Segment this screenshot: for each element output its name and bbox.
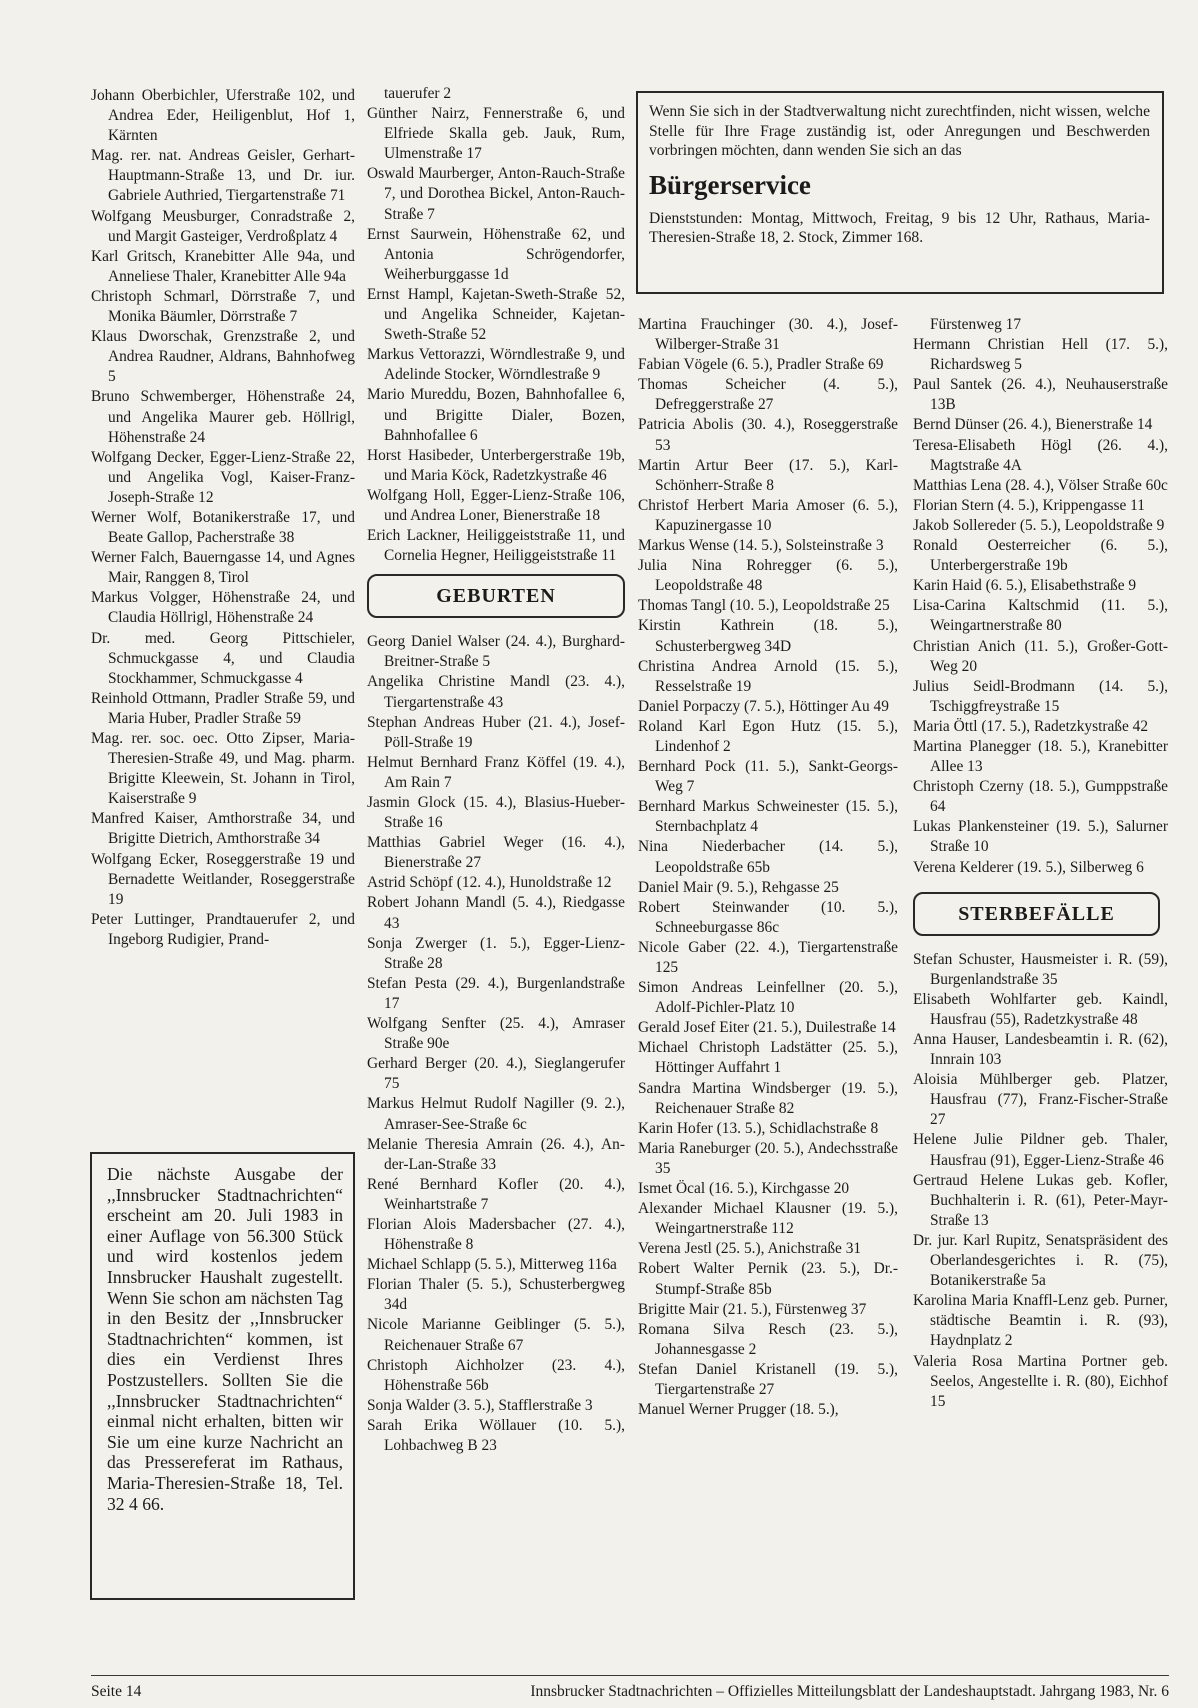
- continuation-line: Fürstenweg 17: [930, 316, 1022, 333]
- marriage-entry: Johann Oberbichler, Uferstraße 102, und Andrea Eder, Heiligenblut, Hof 1, Kärnten: [91, 87, 355, 145]
- marriage-entry: Christoph Schmarl, Dörrstraße 7, und Monika Bäumler, Dörrstraße 7: [91, 287, 355, 326]
- birth-entry: Ronald Oesterreicher (6. 5.), Unterbergerstraße 19b: [913, 537, 1168, 575]
- birth-entry: Manuel Werner Prugger (18. 5.),: [638, 1401, 839, 1419]
- birth-entry: Wolfgang Senfter (25. 4.), Amraser Straße 90e: [367, 1015, 625, 1053]
- death-entry: Gertraud Helene Lukas geb. Kofler, Buchhalterin i. R. (61), Peter-Mayr-Straße 13: [913, 1171, 1168, 1229]
- birth-entry: Robert Walter Pernik (23. 5.), Dr.-Stumpf-Straße 85b: [638, 1260, 898, 1298]
- birth-entry: Sandra Martina Windsberger (19. 5.), Reichenauer Straße 82: [638, 1079, 898, 1117]
- birth-entry: Karin Hofer (13. 5.), Schidlachstraße 8: [638, 1119, 879, 1137]
- birth-entry: Robert Johann Mandl (5. 4.), Riedgasse 43: [367, 894, 625, 932]
- birth-entry: Alexander Michael Klausner (19. 5.), Weingartnerstraße 112: [638, 1200, 898, 1238]
- birth-entry: Michael Schlapp (5. 5.), Mitterweg 116a: [367, 1256, 617, 1274]
- marriage-entry: Ernst Hampl, Kajetan-Sweth-Straße 52, und Angelika Schneider, Kajetan-Sweth-Straße 52: [367, 285, 625, 344]
- birth-entry: Lisa-Carina Kaltschmid (11. 5.), Weingartnerstraße 80: [913, 597, 1168, 635]
- birth-entry: Verena Kelderer (19. 5.), Silberweg 6: [913, 858, 1144, 876]
- birth-entry: Fabian Vögele (6. 5.), Pradler Straße 69: [638, 356, 884, 374]
- birth-entry: Jasmin Glock (15. 4.), Blasius-Hueber-Straße 16: [367, 794, 625, 832]
- marriage-entry: Reinhold Ottmann, Pradler Straße 59, und Maria Huber, Pradler Straße 59: [91, 689, 355, 727]
- birth-entry: Nicole Gaber (22. 4.), Tiergartenstraße 125: [638, 938, 898, 976]
- birth-entry: Patricia Abolis (30. 4.), Roseggerstraße 53: [638, 416, 898, 454]
- continuation-line: tauerufer 2: [384, 85, 452, 102]
- birth-entry: Maria Öttl (17. 5.), Radetzkystraße 42: [913, 717, 1149, 735]
- birth-entry: Robert Steinwander (10. 5.), Schneeburgasse 86c: [638, 898, 898, 936]
- birth-entry: Markus Helmut Rudolf Nagiller (9. 2.), Amraser-See-Straße 6c: [367, 1095, 625, 1133]
- birth-entry: Nina Niederbacher (14. 5.), Leopoldstraße 65b: [638, 838, 898, 876]
- deaths-list: [913, 950, 1168, 1412]
- marriage-entry: Ernst Saurwein, Höhenstraße 62, und Antonia Schrögendorfer, Weiherburggasse 1d: [367, 225, 625, 283]
- birth-entry: Martina Frauchinger (30. 4.), Josef-Wilberger-Straße 31: [638, 316, 898, 354]
- death-entry: Valeria Rosa Martina Portner geb. Seelos, Angestellte i. R. (80), Eichhof 15: [913, 1352, 1168, 1410]
- birth-entry: Gerhard Berger (20. 4.), Sieglangerufer 75: [367, 1055, 625, 1093]
- publication-line: Innsbrucker Stadtnachrichten – Offizielles Mitteilungsblatt der Landeshauptstadt. Jahrgang 1983, Nr. 6: [530, 1683, 1169, 1700]
- birth-entry: Helmut Bernhard Franz Köffel (19. 4.), Am Rain 7: [367, 753, 625, 791]
- birth-entry: Matthias Lena (28. 4.), Völser Straße 60c: [913, 476, 1168, 494]
- birth-entry: Daniel Mair (9. 5.), Rehgasse 25: [638, 878, 839, 896]
- birth-entry: Melanie Theresia Amrain (26. 4.), An-der-Lan-Straße 33: [367, 1135, 625, 1173]
- birth-entry: Paul Santek (26. 4.), Neuhauserstraße 13B: [913, 376, 1168, 414]
- marriage-entry: Mag. rer. nat. Andreas Geisler, Gerhart-Hauptmann-Straße 13, und Dr. iur. Gabriele Authried, Tiergartenstraße 71: [91, 147, 355, 205]
- birth-entry: Simon Andreas Leinfellner (20. 5.), Adolf-Pichler-Platz 10: [638, 979, 898, 1017]
- buergerservice-title: Bürgerservice: [649, 169, 811, 200]
- marriage-entry: Wolfgang Meusburger, Conradstraße 2, und Margit Gasteiger, Verdroßplatz 4: [91, 207, 355, 245]
- birth-entry: Florian Thaler (5. 5.), Schusterbergweg 34d: [367, 1276, 625, 1314]
- birth-entry: Christoph Aichholzer (23. 4.), Höhenstraße 56b: [367, 1356, 625, 1394]
- birth-entry: Sarah Erika Wöllauer (10. 5.), Lohbachweg B 23: [367, 1416, 625, 1454]
- birth-entry: René Bernhard Kofler (20. 4.), Weinhartstraße 7: [367, 1175, 625, 1213]
- marriage-entry: Klaus Dworschak, Grenzstraße 2, und Andrea Raudner, Aldrans, Bahnhofweg 5: [91, 328, 355, 386]
- birth-entry: Markus Wense (14. 5.), Solsteinstraße 3: [638, 537, 884, 555]
- birth-entry: Hermann Christian Hell (17. 5.), Richardsweg 5: [913, 336, 1168, 374]
- buergerservice-lead: Wenn Sie sich in der Stadtverwaltung nicht zurechtfinden, nicht wissen, welche Stelle für Ihre Frage zuständig ist, oder Anregungen und Beschwerden vorbringen möchten, dann wenden Sie sich an das: [649, 103, 1150, 159]
- death-entry: Dr. jur. Karl Rupitz, Senatspräsident des Oberlandesgerichtes i. R. (75), Botanikerstraße 5a: [913, 1231, 1168, 1290]
- marriage-entry: Bruno Schwemberger, Höhenstraße 24, und Angelika Maurer geb. Höllrigl, Höhenstraße 24: [91, 388, 355, 446]
- marriage-entry: Oswald Maurberger, Anton-Rauch-Straße 7, und Dorothea Bickel, Anton-Rauch-Straße 7: [367, 165, 625, 223]
- marriage-entry: Mag. rer. soc. oec. Otto Zipser, Maria-Theresien-Straße 49, und Mag. pharm. Brigitte Kleewein, St. Johann in Tirol, Kaiserstraße 9: [91, 730, 355, 808]
- birth-entry: Stefan Pesta (29. 4.), Burgenlandstraße 17: [367, 974, 625, 1012]
- death-entry: Helene Julie Pildner geb. Thaler, Hausfrau (91), Egger-Lienz-Straße 46: [913, 1131, 1168, 1169]
- birth-entry: Ismet Öcal (16. 5.), Kirchgasse 20: [638, 1180, 850, 1198]
- birth-entry: Angelika Christine Mandl (23. 4.), Tiergartenstraße 43: [367, 673, 625, 711]
- death-entry: Karolina Maria Knaffl-Lenz geb. Purner, städtische Beamtin i. R. (93), Haydnplatz 2: [913, 1292, 1168, 1350]
- marriage-entry: Karl Gritsch, Kranebitter Alle 94a, und Anneliese Thaler, Kranebitter Alle 94a: [91, 247, 355, 285]
- marriage-entry: Günther Nairz, Fennerstraße 6, und Elfriede Skalla geb. Jauk, Rum, Ulmenstraße 17: [367, 105, 625, 163]
- death-entry: Stefan Schuster, Hausmeister i. R. (59), Burgenlandstraße 35: [913, 950, 1168, 988]
- marriage-entry: Wolfgang Ecker, Roseggerstraße 19 und Bernadette Weitlander, Roseggerstraße 19: [91, 850, 355, 908]
- birth-entry: Florian Stern (4. 5.), Krippengasse 11: [913, 496, 1145, 514]
- marriage-entry: Horst Hasibeder, Unterbergerstraße 19b, und Maria Köck, Radetzkystraße 46: [367, 446, 625, 484]
- birth-entry: Jakob Sollereder (5. 5.), Leopoldstraße 9: [913, 516, 1165, 534]
- birth-entry: Christoph Czerny (18. 5.), Gumppstraße 64: [913, 778, 1168, 816]
- birth-entry: Romana Silva Resch (23. 5.), Johannesgasse 2: [638, 1320, 898, 1358]
- page-number: Seite 14: [91, 1683, 142, 1700]
- marriage-entry: Peter Luttinger, Prandtauerufer 2, und Ingeborg Rudigier, Prand-: [91, 910, 355, 948]
- marriages-births-column-2: [367, 84, 625, 1456]
- birth-entry: Kirstin Kathrein (18. 5.), Schusterbergweg 34D: [638, 617, 898, 655]
- birth-entry: Karin Haid (6. 5.), Elisabethstraße 9: [913, 577, 1137, 595]
- birth-entry: Gerald Josef Eiter (21. 5.), Duilestraße 14: [638, 1019, 896, 1037]
- births-list: [367, 632, 625, 1456]
- birth-entry: Stefan Daniel Kristanell (19. 5.), Tiergartenstraße 27: [638, 1360, 898, 1398]
- marriage-entry: Wolfgang Decker, Egger-Lienz-Straße 22, und Angelika Vogl, Kaiser-Franz-Joseph-Straße 12: [91, 448, 355, 506]
- marriage-entry: Mario Mureddu, Bozen, Bahnhofallee 6, und Brigitte Dialer, Bozen, Bahnhofallee 6: [367, 386, 625, 444]
- marriage-entry: Markus Volgger, Höhenstraße 24, und Claudia Höllrigl, Höhenstraße 24: [91, 589, 355, 627]
- marriage-entry: Manfred Kaiser, Amthorstraße 34, und Brigitte Dietrich, Amthorstraße 34: [91, 810, 355, 848]
- marriage-entry: Markus Vettorazzi, Wörndlestraße 9, und Adelinde Stocker, Wörndlestraße 9: [367, 346, 625, 384]
- birth-entry: Roland Karl Egon Hutz (15. 5.), Lindenhof 2: [638, 717, 898, 755]
- births-deaths-column-4: [913, 315, 1168, 1412]
- birth-entry: Christof Herbert Maria Amoser (6. 5.), Kapuzinergasse 10: [638, 496, 898, 534]
- birth-entry: Astrid Schöpf (12. 4.), Hunoldstraße 12: [367, 874, 612, 892]
- birth-entry: Florian Alois Madersbacher (27. 4.), Höhenstraße 8: [367, 1215, 625, 1254]
- birth-entry: Sonja Walder (3. 5.), Stafflerstraße 3: [367, 1396, 593, 1414]
- death-entry: Aloisia Mühlberger geb. Platzer, Hausfrau (77), Franz-Fischer-Straße 27: [913, 1071, 1168, 1129]
- marriage-entry: Erich Lackner, Heiliggeiststraße 11, und Cornelia Hegner, Heiliggeiststraße 11: [367, 527, 625, 565]
- birth-entry: Thomas Scheicher (4. 5.), Defreggerstraße 27: [638, 376, 898, 414]
- birth-entry: Christian Anich (11. 5.), Großer-Gott-Weg 20: [913, 637, 1168, 675]
- birth-entry: Daniel Porpaczy (7. 5.), Höttinger Au 49: [638, 697, 889, 715]
- footer-rule: [91, 1675, 1169, 1676]
- birth-entry: Stephan Andreas Huber (21. 4.), Josef-Pöll-Straße 19: [367, 713, 625, 751]
- marriage-entry: Werner Wolf, Botanikerstraße 17, und Beate Gallop, Pacherstraße 38: [91, 508, 355, 547]
- death-entry: Anna Hauser, Landesbeamtin i. R. (62), Innrain 103: [913, 1031, 1168, 1069]
- marriage-entry: Wolfgang Holl, Egger-Lienz-Straße 106, und Andrea Loner, Bienerstraße 18: [367, 486, 625, 524]
- marriage-entry: Werner Falch, Bauerngasse 14, und Agnes Mair, Ranggen 8, Tirol: [91, 549, 355, 587]
- birth-entry: Julia Nina Rohregger (6. 5.), Leopoldstraße 48: [638, 557, 898, 595]
- birth-entry: Sonja Zwerger (1. 5.), Egger-Lienz-Straße 28: [367, 934, 625, 972]
- birth-entry: Teresa-Elisabeth Högl (26. 4.), Magtstraße 4A: [913, 436, 1168, 474]
- birth-entry: Maria Raneburger (20. 5.), Andechsstraße 35: [638, 1139, 898, 1177]
- birth-entry: Martin Artur Beer (17. 5.), Karl-Schönherr-Straße 8: [638, 456, 898, 494]
- birth-entry: Bernhard Markus Schweinester (15. 5.), Sternbachplatz 4: [638, 798, 898, 836]
- birth-entry: Brigitte Mair (21. 5.), Fürstenweg 37: [638, 1300, 867, 1318]
- marriages-column-1: [91, 86, 355, 950]
- birth-entry: Michael Christoph Ladstätter (25. 5.), Höttinger Auffahrt 1: [638, 1039, 898, 1077]
- births-column-3: [638, 315, 898, 1420]
- death-entry: Elisabeth Wohlfarter geb. Kaindl, Hausfrau (55), Radetzkystraße 48: [913, 990, 1168, 1028]
- next-issue-notice: [90, 1152, 355, 1600]
- birth-entry: Verena Jestl (25. 5.), Anichstraße 31: [638, 1240, 862, 1258]
- birth-entry: Georg Daniel Walser (24. 4.), Burghard-Breitner-Straße 5: [367, 633, 625, 671]
- marriages-list: [367, 104, 625, 566]
- births-list: [913, 335, 1168, 878]
- buergerservice-box: [636, 91, 1164, 294]
- birth-entry: Nicole Marianne Geiblinger (5. 5.), Reichenauer Straße 67: [367, 1316, 625, 1354]
- birth-entry: Thomas Tangl (10. 5.), Leopoldstraße 25: [638, 597, 890, 615]
- birth-entry: Bernd Dünser (26. 4.), Bienerstraße 14: [913, 416, 1153, 434]
- births-heading: GEBURTEN: [367, 574, 625, 618]
- marriage-entry: Dr. med. Georg Pittschieler, Schmuckgasse 4, und Claudia Stockhammer, Schmuckgasse 4: [91, 629, 355, 687]
- birth-entry: Martina Planegger (18. 5.), Kranebitter Allee 13: [913, 737, 1168, 776]
- deaths-heading: STERBEFÄLLE: [913, 892, 1160, 936]
- birth-entry: Lukas Plankensteiner (19. 5.), Salurner Straße 10: [913, 818, 1168, 856]
- notice-text: Die nächste Ausgabe der ,,Innsbrucker Stadtnachrichten“ erscheint am 20. Juli 1983 in einer Auflage von 56.300 Stück und wird kostenlos jedem Innsbrucker Haushalt zugestellt. Wenn Sie schon am nächsten Tag in den Besitz der ,,Innsbrucker Stadtnachrichten“ kommen, ist dies ein Verdienst Ihres Postzustellers. Sollten Sie die ,,Innsbrucker Stadtnachrichten“ einmal nicht erhalten, bitten wir Sie um eine kurze Nachricht an das Pressereferat im Rathaus, Maria-Theresien-Straße 18, Tel. 32 4 66.: [107, 1164, 343, 1514]
- birth-entry: Bernhard Pock (11. 5.), Sankt-Georgs-Weg 7: [638, 758, 898, 796]
- birth-entry: Julius Seidl-Brodmann (14. 5.), Tschiggfreystraße 15: [913, 677, 1168, 715]
- buergerservice-hours: Dienststunden: Montag, Mittwoch, Freitag, 9 bis 12 Uhr, Rathaus, Maria-Theresien-Straße 18, 2. Stock, Zimmer 168.: [649, 209, 1150, 246]
- birth-entry: Matthias Gabriel Weger (16. 4.), Bienerstraße 27: [367, 834, 625, 872]
- birth-entry: Christina Andrea Arnold (15. 5.), Resselstraße 19: [638, 657, 898, 695]
